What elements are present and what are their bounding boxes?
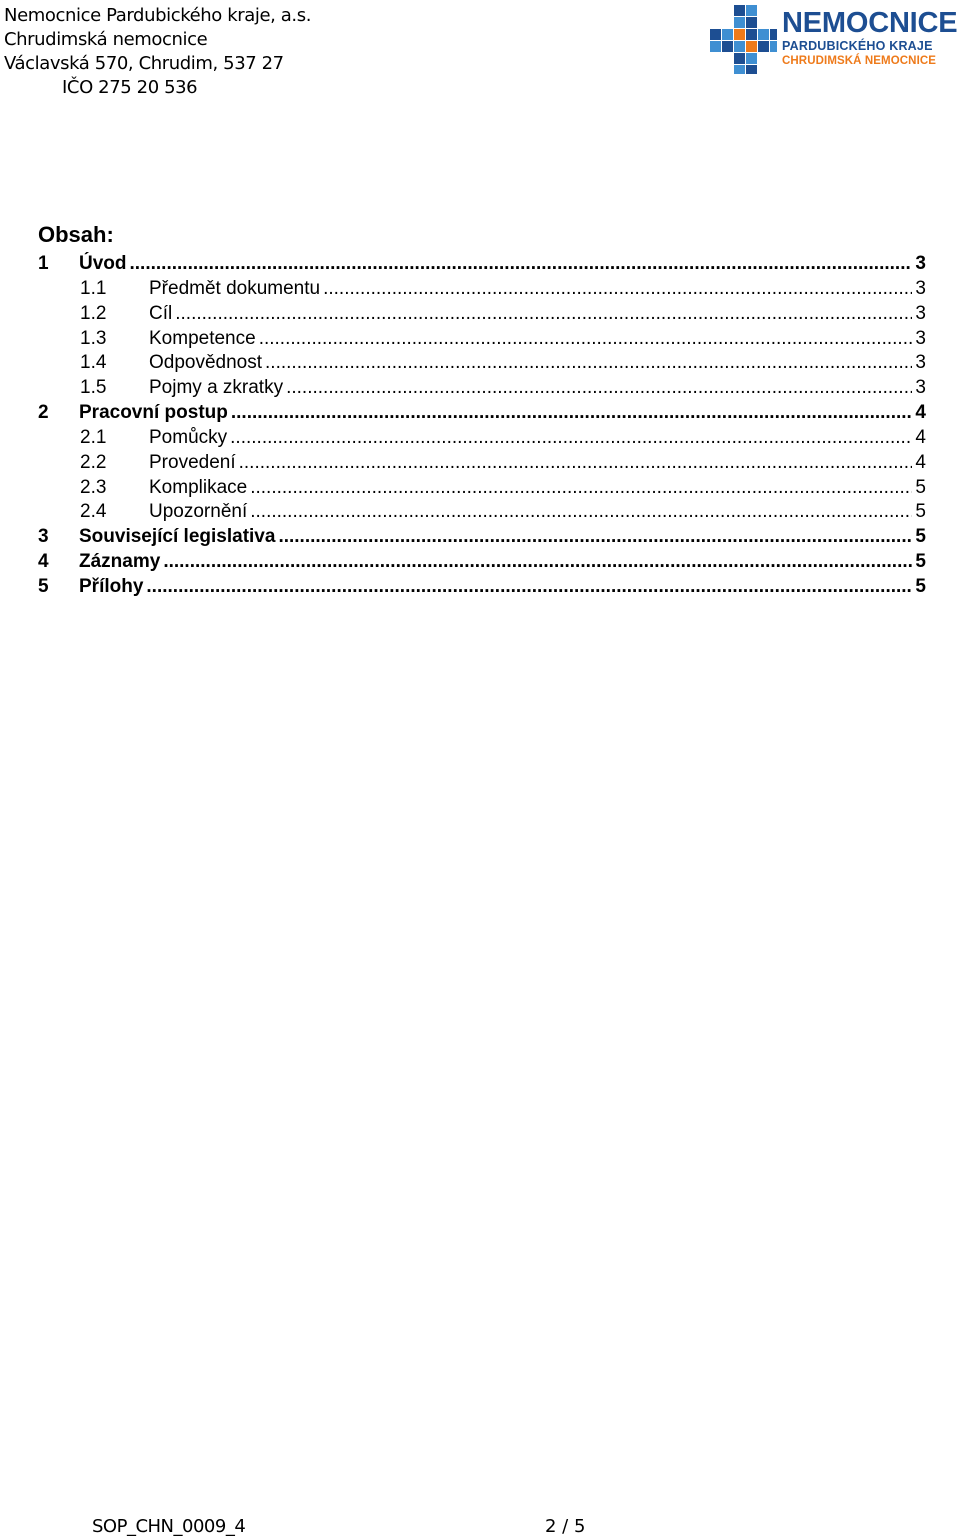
- toc-entry-label: Komplikace: [149, 476, 248, 498]
- toc-entry-number: 2.4: [80, 501, 107, 523]
- toc-entry-number: 2.3: [80, 476, 107, 498]
- toc-title: Obsah:: [38, 222, 114, 247]
- toc-dot-leader: [286, 376, 912, 401]
- toc-entry-label: Záznamy: [79, 551, 161, 573]
- toc-dot-leader: [250, 500, 912, 525]
- org-department: Chrudimská nemocnice: [4, 29, 208, 50]
- toc-entry[interactable]: [38, 351, 926, 376]
- hospital-header: [4, 4, 311, 100]
- toc-entry-number: 2.2: [80, 451, 107, 473]
- org-address: Václavská 570, Chrudim, 537 27: [4, 53, 284, 74]
- toc-entry-number: 1.1: [80, 277, 107, 299]
- toc-entry[interactable]: [38, 550, 926, 575]
- toc-entry[interactable]: [38, 327, 926, 352]
- toc-entry-page: 5: [915, 476, 926, 498]
- logo-name: NEMOCNICE: [782, 7, 958, 39]
- toc-entry[interactable]: [38, 376, 926, 401]
- toc-entry-number: 1.3: [80, 327, 107, 349]
- org-name: Nemocnice Pardubického kraje, a.s.: [4, 5, 312, 26]
- toc-entry[interactable]: [38, 252, 926, 277]
- toc-entry-page: 5: [915, 526, 926, 548]
- toc-entry-label: Upozornění: [149, 501, 248, 523]
- toc-entry-label: Cíl: [149, 302, 173, 324]
- toc-dot-leader: [250, 476, 912, 501]
- toc-entry-label: Úvod: [79, 253, 127, 274]
- toc-entry-page: 3: [915, 253, 926, 274]
- toc-entry-page: 3: [915, 352, 926, 374]
- toc-dot-leader: [239, 451, 913, 476]
- toc-entry[interactable]: [38, 426, 926, 451]
- toc-entry[interactable]: [38, 476, 926, 501]
- logo-branch: CHRUDIMSKÁ NEMOCNICE: [782, 55, 937, 67]
- toc-entry-page: 5: [915, 551, 926, 573]
- toc-dot-leader: [175, 302, 912, 327]
- toc-dot-leader: [130, 252, 913, 277]
- toc-entry-page: 4: [915, 402, 926, 424]
- toc-entry-page: 4: [915, 426, 926, 448]
- toc-entry-label: Pojmy a zkratky: [149, 377, 284, 399]
- toc-entry-label: Odpovědnost: [149, 352, 263, 374]
- toc-entry-number: 1: [38, 253, 49, 274]
- toc-entry[interactable]: [38, 451, 926, 476]
- toc-entry-label: Provedení: [149, 451, 236, 473]
- toc-entry-label: Přílohy: [79, 575, 144, 597]
- logo-wordmark: [782, 7, 960, 69]
- toc-entry-page: 3: [915, 327, 926, 349]
- toc-dot-leader: [278, 525, 912, 550]
- org-ico: IČO 275 20 536: [62, 77, 198, 98]
- hospital-logo: [708, 5, 960, 77]
- toc-entry-label: Předmět dokumentu: [149, 277, 321, 299]
- toc-dot-leader: [323, 277, 912, 302]
- toc-entry[interactable]: [38, 500, 926, 525]
- toc-entry[interactable]: [38, 277, 926, 302]
- toc-entry[interactable]: [38, 575, 926, 600]
- toc-dot-leader: [146, 575, 912, 600]
- toc-entry-label: Pracovní postup: [79, 402, 228, 424]
- toc-entry-label: Kompetence: [149, 327, 256, 349]
- toc-entry[interactable]: [38, 401, 926, 426]
- toc-entry-page: 4: [915, 451, 926, 473]
- toc-entry-number: 4: [38, 551, 49, 573]
- toc-entry[interactable]: [38, 525, 926, 550]
- document-code: SOP_CHN_0009_4: [92, 1516, 246, 1537]
- toc-entry-page: 3: [915, 302, 926, 324]
- toc-entry-page: 3: [915, 277, 926, 299]
- logo-region: PARDUBICKÉHO KRAJE: [782, 39, 933, 53]
- toc-entry-number: 1.5: [80, 377, 107, 399]
- toc-dot-leader: [259, 327, 913, 352]
- table-of-contents: [38, 252, 926, 600]
- toc-dot-leader: [163, 550, 912, 575]
- page-indicator: 2 / 5: [545, 1516, 586, 1537]
- cross-logo-icon: [708, 5, 778, 75]
- toc-dot-leader: [230, 426, 912, 451]
- toc-entry-label: Související legislativa: [79, 526, 276, 548]
- toc-dot-leader: [265, 351, 912, 376]
- toc-entry[interactable]: [38, 302, 926, 327]
- toc-entry-label: Pomůcky: [149, 426, 228, 448]
- toc-entry-page: 5: [915, 501, 926, 523]
- toc-entry-number: 1.2: [80, 302, 107, 324]
- toc-entry-page: 3: [915, 377, 926, 399]
- toc-entry-number: 2.1: [80, 426, 107, 448]
- toc-entry-page: 5: [915, 575, 926, 597]
- toc-dot-leader: [231, 401, 913, 426]
- toc-entry-number: 2: [38, 402, 49, 424]
- toc-entry-number: 5: [38, 575, 49, 597]
- toc-entry-number: 1.4: [80, 352, 107, 374]
- toc-entry-number: 3: [38, 526, 49, 548]
